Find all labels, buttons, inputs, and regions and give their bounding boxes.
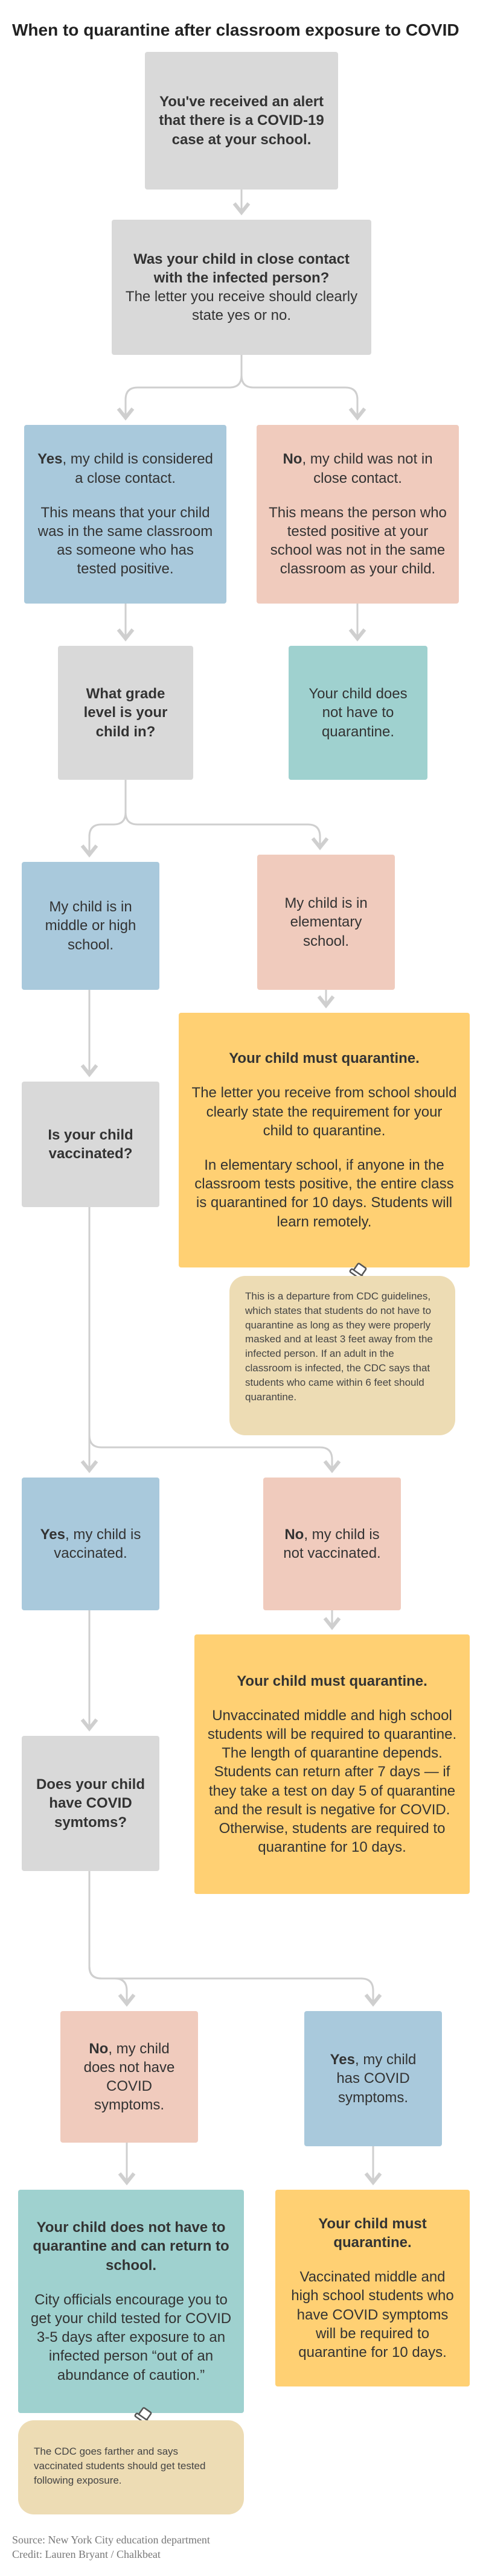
not-vaccinated-label: No xyxy=(284,1526,304,1543)
middle-high-school-box xyxy=(22,862,159,990)
return-to-school-box xyxy=(18,2190,244,2413)
yes-symptoms-label: Yes xyxy=(330,2052,356,2068)
must-quarantine-elementary-box xyxy=(179,1013,470,1267)
elementary-school-box xyxy=(257,855,395,990)
not-vaccinated-box xyxy=(263,1478,401,1610)
yes-label: Yes xyxy=(37,451,63,468)
must-quarantine-symptoms-heading: Your child must quarantine. xyxy=(318,2215,427,2251)
no-quarantine-text: Your child does not have to quarantine. xyxy=(309,686,408,740)
symptoms-question: Does your child have COVID symtoms? xyxy=(36,1776,146,1831)
no-close-contact-rest: , my child was not in close contact. xyxy=(302,451,433,486)
must-quarantine-unvaccinated-box xyxy=(194,1634,470,1894)
cdc-guideline-note xyxy=(229,1276,455,1435)
elementary-school-text: My child is in elementary school. xyxy=(284,895,368,949)
not-vaccinated-rest: , my child is not vaccinated. xyxy=(283,1526,381,1561)
return-to-school-text: City officials encourage you to get your child tested for COVID 3-5 days after exposure to an infected person “out of an abundance of caution.” xyxy=(30,2291,232,2383)
vaccinated-question: Is your child vaccinated? xyxy=(48,1126,133,1162)
must-quarantine-heading: Your child must quarantine. xyxy=(229,1050,420,1067)
yes-symptoms-rest: , my child has COVID symptoms. xyxy=(336,2052,417,2106)
source-text: Source: New York City education department xyxy=(12,2534,210,2546)
credit-text: Credit: Lauren Bryant / Chalkbeat xyxy=(12,2548,161,2560)
not-vaccinated-text xyxy=(275,1525,389,1563)
must-quarantine-elementary-text: In elementary school, if anyone in the classroom tests positive, the entire class is quarantined for 10 days. Students will learn remotely. xyxy=(194,1157,454,1230)
return-to-school-heading: Your child does not have to quarantine and can return to school. xyxy=(33,2219,229,2274)
cdc-testing-note xyxy=(18,2420,244,2514)
yes-vaccinated-label: Yes xyxy=(40,1526,66,1543)
symptoms-question-box xyxy=(22,1736,159,1871)
cdc-guideline-note-text: This is a departure from CDC guidelines, which states that students do not have to quarantine as long as they were properly masked and at least 3 feet away from the infected person. If an adult in the classroom is infected, the CDC says that students who came within 6 feet should quarantine. xyxy=(245,1290,433,1403)
no-close-contact-heading xyxy=(269,450,447,487)
close-contact-note: The letter you receive should clearly state yes or no. xyxy=(125,289,358,324)
grade-level-question-box xyxy=(58,646,193,780)
yes-close-contact-box xyxy=(24,425,226,604)
close-contact-question: Was your child in close contact with the infected person? xyxy=(133,250,350,286)
page-title: When to quarantine after classroom exposure to COVID xyxy=(12,21,459,39)
must-quarantine-symptoms-box xyxy=(275,2190,470,2386)
must-quarantine-unvaccinated-text: Unvaccinated middle and high school students will be required to quarantine. The length of quarantine depends. Students can return after 7 days — if they take a test on day 5 of quarantine and the result is negative for COVID. Otherwise, students are required to quarantine for 10 days. xyxy=(207,1707,457,1856)
yes-close-contact-text: This means that your child was in the same classroom as someone who has tested positive. xyxy=(37,504,213,578)
no-label: No xyxy=(283,451,302,468)
start-alert-text: You've received an alert that there is a COVID-19 case at your school. xyxy=(159,94,324,148)
no-symptoms-box xyxy=(60,2011,198,2143)
must-quarantine-unvaccinated-heading: Your child must quarantine. xyxy=(237,1672,427,1689)
must-quarantine-symptoms-text: Vaccinated middle and high school students who have COVID symptoms will be required to quarantine for 10 days. xyxy=(291,2269,454,2361)
middle-high-school-text: My child is in middle or high school. xyxy=(45,899,136,953)
yes-vaccinated-text xyxy=(34,1525,147,1563)
no-close-contact-text: This means the person who tested positive at your school was not in the same classroom as your child. xyxy=(269,504,447,578)
yes-vaccinated-box xyxy=(22,1478,159,1610)
must-quarantine-letter-text: The letter you receive from school should clearly state the requirement for your child to quarantine. xyxy=(191,1085,457,1139)
yes-symptoms-text xyxy=(316,2050,430,2107)
yes-symptoms-box xyxy=(304,2011,442,2146)
close-contact-question-box xyxy=(112,220,371,355)
yes-vaccinated-rest: , my child is vaccinated. xyxy=(54,1526,141,1561)
vaccinated-question-box xyxy=(22,1082,159,1207)
no-symptoms-rest: , my child does not have COVID symptoms. xyxy=(83,2040,175,2114)
start-alert-box xyxy=(145,52,338,190)
cdc-testing-note-text: The CDC goes farther and says vaccinated students should get tested following exposure. xyxy=(34,2446,206,2486)
yes-close-contact-rest: , my child is considered a close contact. xyxy=(62,451,213,486)
no-symptoms-label: No xyxy=(89,2040,109,2057)
no-symptoms-text xyxy=(72,2039,186,2115)
no-close-contact-box xyxy=(257,425,459,604)
grade-level-question: What grade level is your child in? xyxy=(83,686,168,740)
yes-close-contact-heading xyxy=(36,450,214,487)
no-quarantine-box xyxy=(289,646,427,780)
